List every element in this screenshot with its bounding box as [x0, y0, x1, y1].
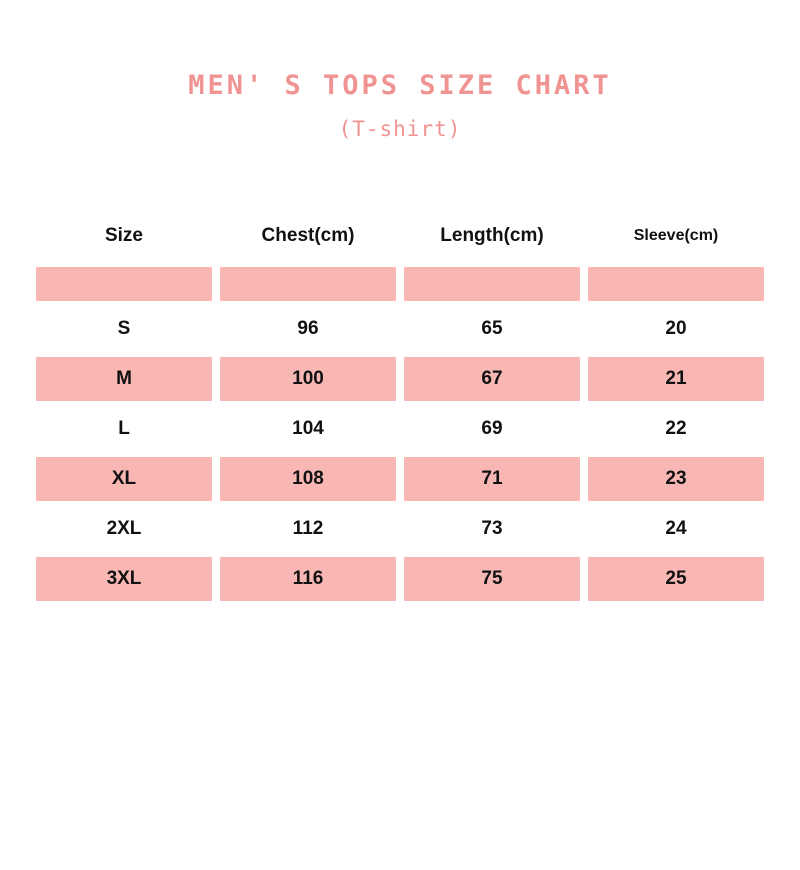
- table-header: [36, 211, 764, 261]
- header-band-row: [36, 267, 764, 301]
- table-row: [36, 357, 764, 401]
- cell-length: 69: [481, 418, 503, 439]
- column-header-length: Length(cm): [440, 225, 544, 246]
- header-row: [36, 211, 764, 261]
- table-row: [36, 507, 764, 551]
- cell-chest: 108: [220, 457, 396, 501]
- header-band-cell: [220, 267, 396, 301]
- page-title: MEN' S TOPS SIZE CHART: [188, 70, 612, 101]
- cell-length: 71: [404, 457, 580, 501]
- column-header-chest: Chest(cm): [261, 225, 355, 246]
- cell-size: 2XL: [106, 518, 142, 539]
- size-chart-page: [0, 70, 800, 870]
- header-band-cell: [588, 267, 764, 301]
- cell-length: 75: [404, 557, 580, 601]
- header-band-cell: [36, 267, 212, 301]
- cell-size: S: [117, 318, 131, 339]
- table-row: [36, 307, 764, 351]
- column-header-sleeve: Sleeve(cm): [633, 227, 719, 244]
- cell-length: 73: [481, 518, 503, 539]
- cell-size: L: [118, 418, 130, 439]
- cell-length: 65: [481, 318, 503, 339]
- cell-chest: 104: [292, 418, 324, 439]
- cell-size: 3XL: [36, 557, 212, 601]
- cell-chest: 100: [220, 357, 396, 401]
- page-subtitle: (T-shirt): [338, 117, 462, 141]
- table-body: [36, 267, 764, 601]
- cell-size: XL: [36, 457, 212, 501]
- table-row: [36, 407, 764, 451]
- table-row: [36, 557, 764, 601]
- cell-sleeve: 20: [665, 318, 687, 339]
- cell-sleeve: 25: [588, 557, 764, 601]
- cell-size: M: [36, 357, 212, 401]
- cell-sleeve: 24: [665, 518, 687, 539]
- cell-sleeve: 23: [588, 457, 764, 501]
- cell-chest: 116: [220, 557, 396, 601]
- cell-sleeve: 21: [588, 357, 764, 401]
- cell-sleeve: 22: [665, 418, 687, 439]
- size-chart-table: [28, 205, 772, 607]
- column-header-size: Size: [104, 225, 144, 246]
- cell-length: 67: [404, 357, 580, 401]
- cell-chest: 96: [297, 318, 319, 339]
- cell-chest: 112: [292, 518, 324, 539]
- header-band-cell: [404, 267, 580, 301]
- table-row: [36, 457, 764, 501]
- size-chart-table-wrap: [0, 205, 800, 607]
